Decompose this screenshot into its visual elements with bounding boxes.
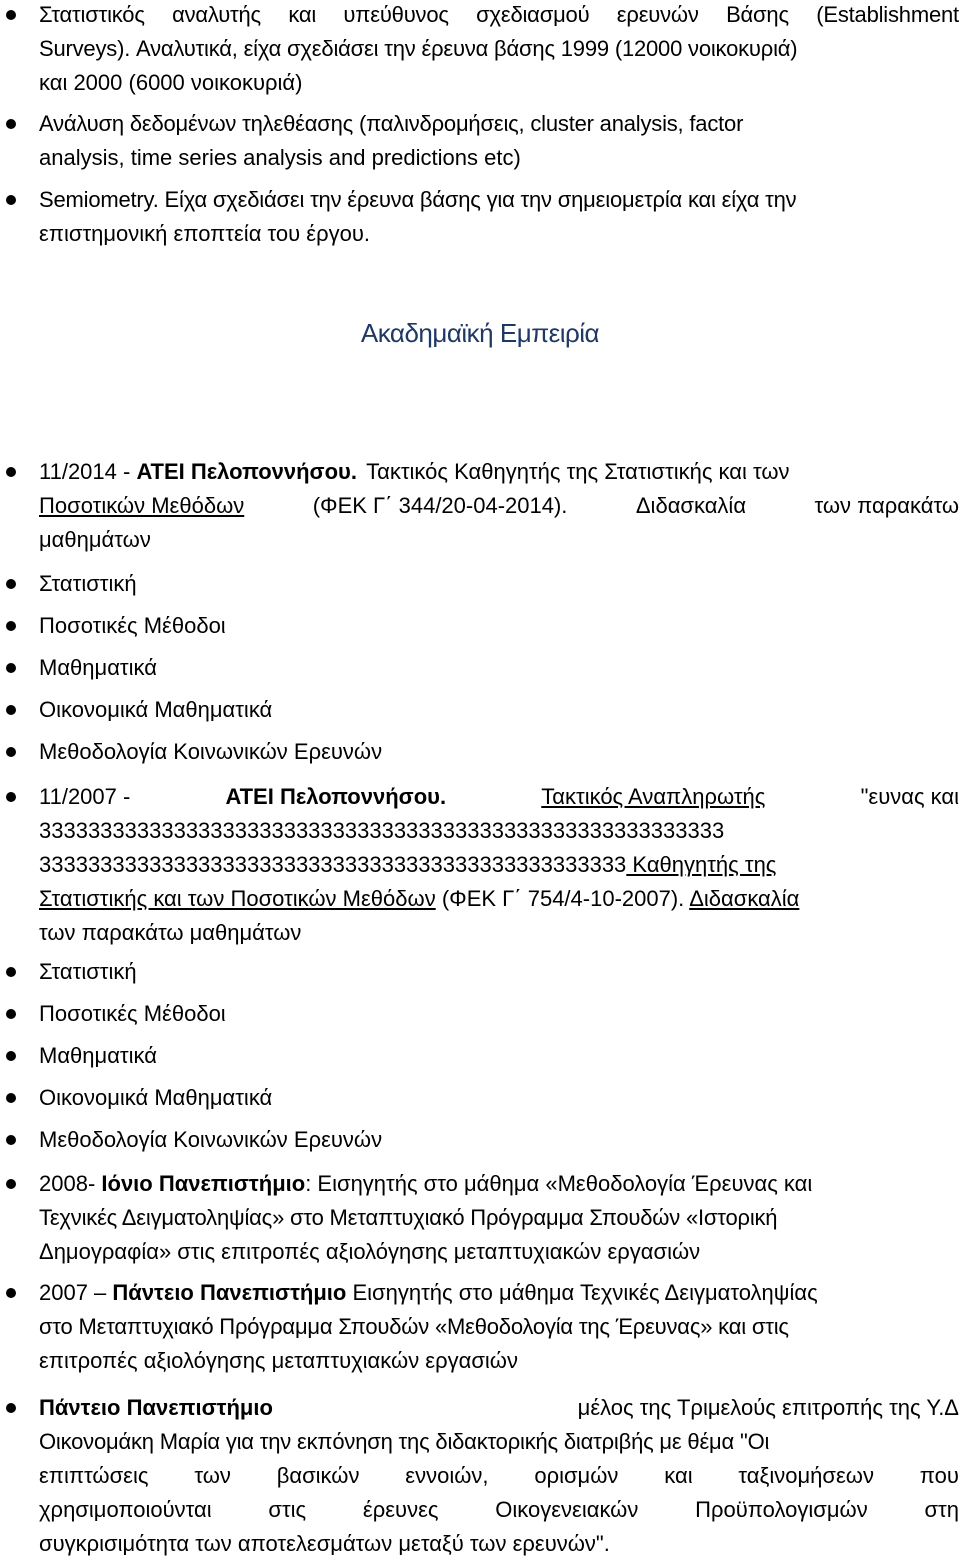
list-item <box>39 1039 959 1073</box>
text-line <box>39 489 959 523</box>
list-item <box>39 780 959 950</box>
position-title-cont: Στατιστικής και των Ποσοτικών Μεθόδων <box>39 886 436 911</box>
bullet-icon <box>6 10 16 20</box>
course-name: Ποσοτικές Μέθοδοι <box>39 613 226 638</box>
word: Προϋπολογισμών <box>695 1497 868 1522</box>
course-name: Οικονομικά Μαθηματικά <box>39 1085 273 1110</box>
entry-date: 11/2014 - <box>39 459 137 484</box>
word: έρευνες <box>362 1497 439 1522</box>
word: ταξινομήσεων <box>738 1463 874 1488</box>
list-item <box>39 651 959 685</box>
institution-name: ΑΤΕΙ Πελοποννήσου. <box>225 784 447 809</box>
text-line: συγκρισιμότητα των αποτελεσμάτων μεταξύ των ερευνών". <box>39 1531 610 1556</box>
fek-ref: (ΦΕΚ Γ΄ 344/20-04-2014). <box>312 493 568 518</box>
list-item <box>39 1167 959 1269</box>
text-line: και 2000 (6000 νοικοκυριά) <box>39 70 303 95</box>
text-line: Ανάλυση δεδομένων τηλεθέασης (παλινδρομήσεις, cluster analysis, factor <box>39 111 744 136</box>
text-line: μαθημάτων <box>39 527 151 552</box>
word: χρησιμοποιούνται <box>39 1497 212 1522</box>
text-line <box>39 1493 959 1527</box>
text-line: επιστημονική εποπτεία του έργου. <box>39 221 370 246</box>
text-line <box>39 1276 959 1310</box>
position-title-cont: Ποσοτικών Μεθόδων <box>39 493 245 518</box>
text-line <box>39 882 959 916</box>
word: βασικών <box>276 1463 360 1488</box>
institution-name: ΑΤΕΙ Πελοποννήσου. <box>136 459 357 484</box>
position-title: Τακτικός Καθηγητής της Στατιστικής και των <box>366 459 790 484</box>
bullet-icon <box>6 1051 16 1061</box>
bullet-icon <box>6 119 16 129</box>
institution-name: Πάντειο Πανεπιστήμιο <box>39 1395 273 1420</box>
filler-digits: 333333333333333333333333333333333333333333333333 <box>39 852 627 877</box>
word: επιπτώσεις <box>39 1463 149 1488</box>
bullet-icon <box>6 1009 16 1019</box>
bullet-icon <box>6 967 16 977</box>
word: των <box>194 1463 231 1488</box>
text-line <box>39 1167 959 1201</box>
bullet-icon <box>6 1093 16 1103</box>
text-line <box>39 848 959 882</box>
course-name: Στατιστική <box>39 571 137 596</box>
text-line: Surveys). Αναλυτικά, είχα σχεδιάσει την έρευνα βάσης 1999 (12000 νοικοκυριά) <box>39 36 798 61</box>
word: Στατιστικός <box>39 2 145 27</box>
text-line <box>39 0 959 32</box>
course-name: Μεθοδολογία Κοινωνικών Ερευνών <box>39 739 383 764</box>
word: στις <box>268 1497 307 1522</box>
bullet-icon <box>6 663 16 673</box>
course-name: Οικονομικά Μαθηματικά <box>39 697 273 722</box>
teaching-label-cont: των παρακάτω <box>814 493 959 518</box>
word: ερευνών <box>616 2 699 27</box>
bullet-icon <box>6 1403 16 1413</box>
list-item <box>39 455 959 557</box>
course-name: Ποσοτικές Μέθοδοι <box>39 1001 226 1026</box>
teaching-label: Διδασκαλία <box>689 886 800 911</box>
teaching-label: Διδασκαλία <box>635 493 747 518</box>
position-title-cont: Καθηγητής της <box>626 852 777 877</box>
position-title: Τακτικός Αναπληρωτής <box>541 784 766 809</box>
list-item <box>39 997 959 1031</box>
bullet-icon <box>6 705 16 715</box>
word: αναλυτής <box>172 2 261 27</box>
bullet-icon <box>6 1288 16 1298</box>
entry-year: 2008- <box>39 1171 102 1196</box>
word: υπεύθυνος <box>343 2 449 27</box>
text-line: analysis, time series analysis and predictions etc) <box>39 145 521 170</box>
list-item <box>39 693 959 727</box>
list-item <box>39 1081 959 1115</box>
text-line: Τεχνικές Δειγματοληψίας» στο Μεταπτυχιακό Πρόγραμμα Σπουδών «Ιστορική <box>39 1205 778 1230</box>
list-item <box>39 1276 959 1378</box>
word: (Establishment <box>816 2 959 27</box>
entry-text: μέλος της Τριμελούς επιτροπής της Υ.Δ <box>577 1395 959 1420</box>
section-heading: Ακαδημαϊκή Εμπειρία <box>360 318 600 348</box>
word: και <box>664 1463 693 1488</box>
bullet-icon <box>6 579 16 589</box>
bullet-icon <box>6 195 16 205</box>
word: που <box>919 1463 959 1488</box>
bullet-icon <box>6 621 16 631</box>
list-item <box>39 183 959 251</box>
list-item <box>39 955 959 989</box>
course-name: Μεθοδολογία Κοινωνικών Ερευνών <box>39 1127 383 1152</box>
word: ορισμών <box>534 1463 619 1488</box>
text-line: Semiometry. Είχα σχεδιάσει την έρευνα βάσης για την σημειομετρία και είχα την <box>39 187 797 212</box>
word: σχεδιασμού <box>476 2 590 27</box>
course-name: Μαθηματικά <box>39 655 157 680</box>
list-item <box>39 609 959 643</box>
list-item <box>39 1123 959 1157</box>
bullet-icon <box>6 747 16 757</box>
word: Οικογενειακών <box>495 1497 639 1522</box>
bullet-icon <box>6 792 16 802</box>
list-item <box>39 735 959 769</box>
institution-name: Ιόνιο Πανεπιστήμιο <box>101 1171 306 1196</box>
position-title-tail: "ευνας και <box>860 784 959 809</box>
fek-ref: (ΦΕΚ Γ΄ 754/4-10-2007). <box>441 886 685 911</box>
entry-text: : Εισηγητής στο μάθημα «Μεθοδολογία Έρευνας και <box>305 1171 813 1196</box>
institution-name: Πάντειο Πανεπιστήμιο <box>112 1280 347 1305</box>
text-line <box>39 455 959 489</box>
word: στη <box>924 1497 959 1522</box>
word: εννοιών, <box>405 1463 489 1488</box>
entry-date: 11/2007 - <box>39 784 131 809</box>
bullet-icon <box>6 467 16 477</box>
word: Βάσης <box>726 2 789 27</box>
course-name: Στατιστική <box>39 959 137 984</box>
bullet-icon <box>6 1135 16 1145</box>
entry-text: Εισηγητής στο μάθημα Τεχνικές Δειγματοληψίας <box>346 1280 818 1305</box>
text-line <box>39 780 959 814</box>
text-line: επιτροπές αξιολόγησης μεταπτυχιακών εργασιών <box>39 1348 518 1373</box>
entry-year: 2007 – <box>39 1280 113 1305</box>
text-line <box>39 1391 959 1425</box>
text-line: 33333333333333333333333333333333333333333333333333333333 <box>39 818 725 843</box>
bullet-icon <box>6 1179 16 1189</box>
text-line: στο Μεταπτυχιακό Πρόγραμμα Σπουδών «Μεθοδολογία της Έρευνας» και στις <box>39 1314 789 1339</box>
word: και <box>288 2 317 27</box>
text-line <box>39 1459 959 1493</box>
list-item <box>39 107 959 175</box>
course-name: Μαθηματικά <box>39 1043 157 1068</box>
list-item <box>39 1391 959 1561</box>
text-line: των παρακάτω μαθημάτων <box>39 920 302 945</box>
text-line: Οικονομάκη Μαρία για την εκπόνηση της διδακτορικής διατριβής με θέμα "Οι <box>39 1429 770 1454</box>
text-line: Δημογραφία» στις επιτροπές αξιολόγησης μεταπτυχιακών εργασιών <box>39 1239 701 1264</box>
list-item <box>39 567 959 601</box>
list-item <box>39 0 959 100</box>
